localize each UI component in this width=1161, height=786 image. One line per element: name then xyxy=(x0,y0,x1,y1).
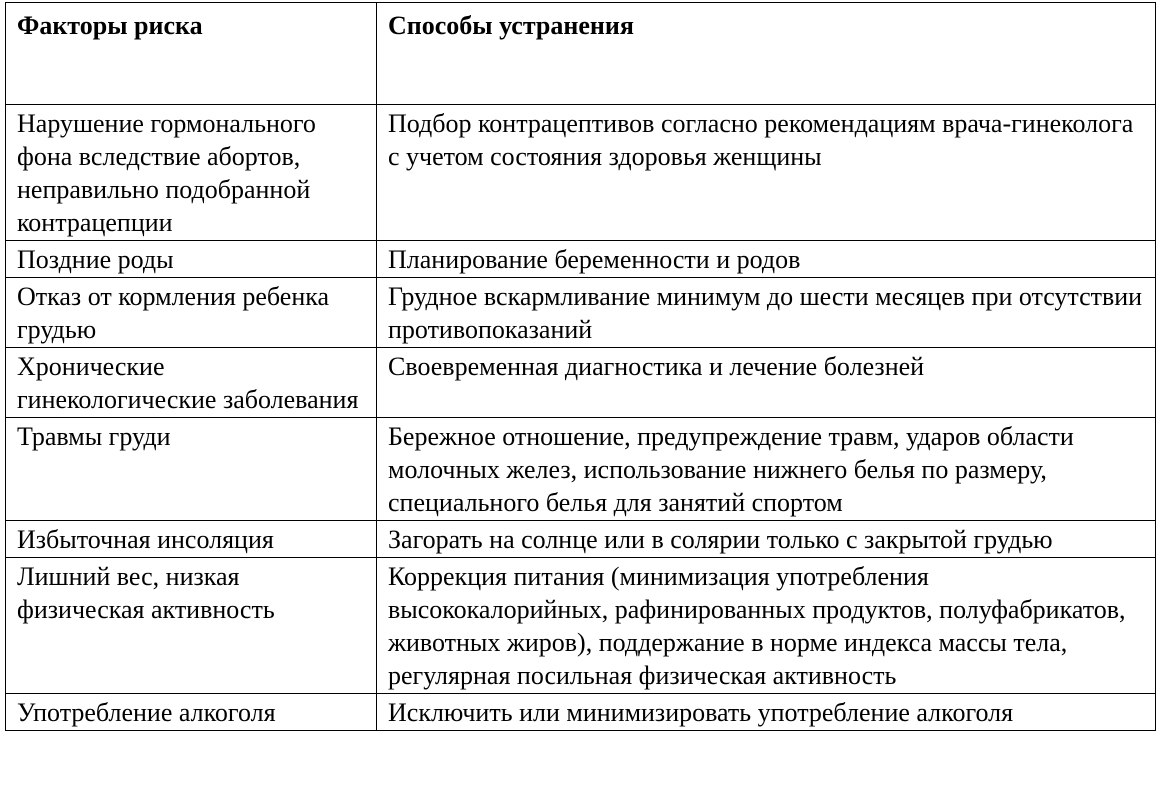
risk-factor-cell: Отказ от кормления ребенка грудью xyxy=(6,278,377,348)
table-row xyxy=(6,348,1156,418)
remedy-cell: Подбор контрацептивов согласно рекомендациям врача-гинеколога с учетом состояния здоровья женщины xyxy=(377,105,1156,241)
risk-factors-table xyxy=(5,2,1156,731)
remedy-cell: Своевременная диагностика и лечение болезней xyxy=(377,348,1156,418)
table-row xyxy=(6,418,1156,521)
remedy-cell: Загорать на солнце или в солярии только с закрытой грудью xyxy=(377,521,1156,558)
remedy-cell: Бережное отношение, предупреждение травм, ударов области молочных желез, использование нижнего белья по размеру, специального белья для занятий спортом xyxy=(377,418,1156,521)
table-row xyxy=(6,558,1156,694)
header-risk-factors: Факторы риска xyxy=(6,3,377,105)
remedy-cell: Коррекция питания (минимизация употребления высококалорийных, рафинированных продуктов, полуфабрикатов, животных жиров), поддержание в норме индекса массы тела, регулярная посильная физическая активность xyxy=(377,558,1156,694)
table-row xyxy=(6,278,1156,348)
remedy-cell: Планирование беременности и родов xyxy=(377,241,1156,278)
table-row xyxy=(6,521,1156,558)
remedy-cell: Грудное вскармливание минимум до шести месяцев при отсутствии противопоказаний xyxy=(377,278,1156,348)
risk-factor-cell: Избыточная инсоляция xyxy=(6,521,377,558)
risk-factor-cell: Употребление алкоголя xyxy=(6,694,377,731)
risk-factor-cell: Травмы груди xyxy=(6,418,377,521)
risk-factor-cell: Нарушение гормонального фона вследствие абортов, неправильно подобранной контрацепции xyxy=(6,105,377,241)
table-row xyxy=(6,694,1156,731)
table-header-row xyxy=(6,3,1156,105)
risk-factor-cell: Лишний вес, низкая физическая активность xyxy=(6,558,377,694)
header-remedies: Способы устранения xyxy=(377,3,1156,105)
table-row xyxy=(6,105,1156,241)
risk-factor-cell: Хронические гинекологические заболевания xyxy=(6,348,377,418)
table-row xyxy=(6,241,1156,278)
risk-factor-cell: Поздние роды xyxy=(6,241,377,278)
remedy-cell: Исключить или минимизировать употребление алкоголя xyxy=(377,694,1156,731)
